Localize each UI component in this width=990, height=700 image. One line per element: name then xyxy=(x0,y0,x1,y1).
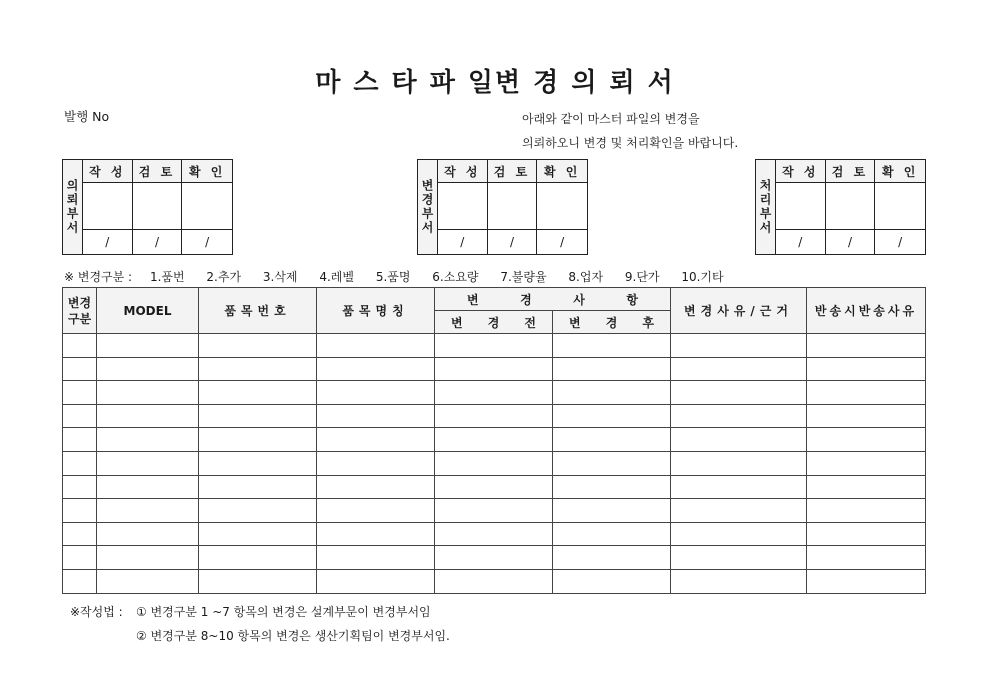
table-cell[interactable] xyxy=(671,569,807,593)
table-row xyxy=(63,499,926,523)
legend-item: 1.품번 xyxy=(149,270,185,284)
signature-cell[interactable] xyxy=(826,183,876,230)
table-cell[interactable] xyxy=(97,381,199,405)
table-cell[interactable] xyxy=(317,499,435,523)
signature-cell[interactable] xyxy=(488,183,538,230)
table-row xyxy=(63,428,926,452)
approval-side-label: 변경부서 xyxy=(418,160,438,254)
approval-col-write: 작 성 xyxy=(83,160,133,183)
table-row xyxy=(63,451,926,475)
table-cell[interactable] xyxy=(671,428,807,452)
table-cell[interactable] xyxy=(199,522,317,546)
table-cell[interactable] xyxy=(671,546,807,570)
table-cell[interactable] xyxy=(807,569,926,593)
table-cell[interactable] xyxy=(97,546,199,570)
table-cell[interactable] xyxy=(97,404,199,428)
table-cell[interactable] xyxy=(807,546,926,570)
table-cell[interactable] xyxy=(63,499,97,523)
approval-col-confirm: 확 인 xyxy=(875,160,925,183)
table-cell[interactable] xyxy=(63,475,97,499)
change-request-table xyxy=(62,287,926,594)
table-cell[interactable] xyxy=(553,334,671,358)
table-cell[interactable] xyxy=(807,475,926,499)
legend-lead: ※ 변경구분 : xyxy=(64,270,133,284)
table-cell[interactable] xyxy=(553,499,671,523)
request-notice xyxy=(522,107,738,155)
approval-col-review: 검 토 xyxy=(826,160,876,183)
table-cell[interactable] xyxy=(63,357,97,381)
table-cell[interactable] xyxy=(317,546,435,570)
legend-item: 7.불량율 xyxy=(500,270,547,284)
table-cell[interactable] xyxy=(63,404,97,428)
table-cell[interactable] xyxy=(435,475,553,499)
signature-cell[interactable] xyxy=(776,183,826,230)
table-cell[interactable] xyxy=(553,522,671,546)
table-cell[interactable] xyxy=(553,569,671,593)
table-cell[interactable] xyxy=(199,499,317,523)
header-change-type: 변경 구분 xyxy=(63,288,97,334)
table-cell[interactable] xyxy=(97,522,199,546)
instruction-line-1: ① 변경구분 1 ~7 항목의 변경은 설계부문이 변경부서임 xyxy=(136,605,431,619)
table-cell[interactable] xyxy=(807,404,926,428)
table-row xyxy=(63,404,926,428)
table-cell[interactable] xyxy=(807,357,926,381)
table-cell[interactable] xyxy=(553,546,671,570)
approval-col-confirm: 확 인 xyxy=(537,160,587,183)
table-row xyxy=(63,546,926,570)
table-cell[interactable] xyxy=(317,381,435,405)
signature-cell[interactable] xyxy=(438,183,488,230)
header-model: MODEL xyxy=(97,288,199,334)
legend-item: 8.업자 xyxy=(568,270,604,284)
header-after-change: 변 경 후 xyxy=(553,311,671,334)
table-cell[interactable] xyxy=(435,569,553,593)
legend-item: 5.품명 xyxy=(375,270,411,284)
table-cell[interactable] xyxy=(435,381,553,405)
table-cell[interactable] xyxy=(553,381,671,405)
table-cell[interactable] xyxy=(671,475,807,499)
table-cell[interactable] xyxy=(199,428,317,452)
signature-cell[interactable] xyxy=(83,183,133,230)
header-change-reason: 변경사유/근거 xyxy=(671,288,807,334)
table-cell[interactable] xyxy=(199,569,317,593)
approval-col-review: 검 토 xyxy=(488,160,538,183)
table-row xyxy=(63,381,926,405)
table-cell[interactable] xyxy=(317,357,435,381)
approval-box-requesting-dept xyxy=(62,159,233,255)
table-cell[interactable] xyxy=(553,475,671,499)
table-cell[interactable] xyxy=(671,522,807,546)
date-cell[interactable]: / xyxy=(826,230,876,254)
table-cell[interactable] xyxy=(199,334,317,358)
table-cell[interactable] xyxy=(317,334,435,358)
date-cell[interactable]: / xyxy=(488,230,538,254)
table-cell[interactable] xyxy=(199,357,317,381)
table-cell[interactable] xyxy=(553,357,671,381)
date-cell[interactable]: / xyxy=(133,230,183,254)
table-cell[interactable] xyxy=(435,451,553,475)
table-cell[interactable] xyxy=(199,475,317,499)
table-cell[interactable] xyxy=(97,499,199,523)
date-cell[interactable]: / xyxy=(560,235,565,249)
notice-line-1: 아래와 같이 마스터 파일의 변경을 xyxy=(522,112,700,126)
table-cell[interactable] xyxy=(317,522,435,546)
table-cell[interactable] xyxy=(435,334,553,358)
legend-item: 4.레벨 xyxy=(319,270,354,284)
table-row xyxy=(63,357,926,381)
approval-side-label: 의뢰부서 xyxy=(63,160,83,254)
table-cell[interactable] xyxy=(199,381,317,405)
table-cell[interactable] xyxy=(435,522,553,546)
instructions xyxy=(70,600,450,648)
instruction-line-2: ② 변경구분 8~10 항목의 변경은 생산기획팀이 변경부서임. xyxy=(136,629,450,643)
legend-item: 10.기타 xyxy=(681,270,724,284)
approval-box-processing-dept xyxy=(755,159,926,255)
table-cell[interactable] xyxy=(199,546,317,570)
date-cell[interactable]: / xyxy=(205,235,210,249)
approval-col-write: 작 성 xyxy=(776,160,826,183)
table-cell[interactable] xyxy=(97,334,199,358)
table-cell[interactable] xyxy=(435,357,553,381)
approval-side-label: 처리부서 xyxy=(756,160,776,254)
approval-col-confirm: 확 인 xyxy=(182,160,232,183)
table-cell[interactable] xyxy=(671,357,807,381)
table-cell[interactable] xyxy=(97,569,199,593)
table-cell[interactable] xyxy=(671,451,807,475)
table-cell[interactable] xyxy=(435,428,553,452)
table-cell[interactable] xyxy=(317,451,435,475)
legend-item: 6.소요량 xyxy=(432,270,479,284)
table-cell[interactable] xyxy=(807,334,926,358)
table-cell[interactable] xyxy=(671,381,807,405)
table-cell[interactable] xyxy=(317,428,435,452)
table-cell[interactable] xyxy=(807,381,926,405)
table-cell[interactable] xyxy=(199,451,317,475)
change-type-legend xyxy=(64,268,742,285)
signature-cell[interactable] xyxy=(537,183,587,230)
table-cell[interactable] xyxy=(671,499,807,523)
table-cell[interactable] xyxy=(807,522,926,546)
table-row xyxy=(63,522,926,546)
signature-cell[interactable] xyxy=(875,183,925,230)
table-cell[interactable] xyxy=(435,499,553,523)
table-cell[interactable] xyxy=(63,569,97,593)
header-part-name: 품목명칭 xyxy=(317,288,435,334)
table-cell[interactable] xyxy=(435,546,553,570)
table-cell[interactable] xyxy=(63,381,97,405)
table-cell[interactable] xyxy=(97,357,199,381)
table-cell[interactable] xyxy=(63,428,97,452)
table-row xyxy=(63,334,926,358)
table-cell[interactable] xyxy=(97,475,199,499)
table-cell[interactable] xyxy=(317,569,435,593)
issue-number-label: 발행 No xyxy=(64,109,110,124)
signature-cell[interactable] xyxy=(133,183,183,230)
table-cell[interactable] xyxy=(63,546,97,570)
table-cell[interactable] xyxy=(317,404,435,428)
table-cell[interactable] xyxy=(553,451,671,475)
table-cell[interactable] xyxy=(63,334,97,358)
header-change-items: 변 경 사 항 xyxy=(435,288,671,311)
table-row xyxy=(63,475,926,499)
signature-cell[interactable] xyxy=(182,183,232,230)
instructions-label: ※작성법 : xyxy=(70,605,123,619)
notice-line-2: 의뢰하오니 변경 및 처리확인을 바랍니다. xyxy=(522,136,739,150)
table-cell[interactable] xyxy=(553,404,671,428)
table-cell[interactable] xyxy=(435,404,553,428)
table-cell[interactable] xyxy=(807,451,926,475)
table-row xyxy=(63,569,926,593)
table-cell[interactable] xyxy=(317,475,435,499)
table-cell[interactable] xyxy=(63,451,97,475)
table-cell[interactable] xyxy=(671,334,807,358)
form-title: 마 스 타 파 일변 경 의 뢰 서 xyxy=(315,68,675,98)
header-part-number: 품목번호 xyxy=(199,288,317,334)
date-cell[interactable]: / xyxy=(898,235,903,249)
approval-col-review: 검 토 xyxy=(133,160,183,183)
approval-box-changing-dept xyxy=(417,159,588,255)
table-cell[interactable] xyxy=(807,428,926,452)
header-return-reason: 반송시반송사유 xyxy=(807,288,926,334)
date-cell[interactable]: / xyxy=(83,230,133,254)
approval-col-write: 작 성 xyxy=(438,160,488,183)
header-before-change: 변 경 전 xyxy=(435,311,553,334)
table-cell[interactable] xyxy=(199,404,317,428)
legend-item: 9.단가 xyxy=(624,270,660,284)
table-cell[interactable] xyxy=(553,428,671,452)
table-cell[interactable] xyxy=(671,404,807,428)
table-cell[interactable] xyxy=(63,522,97,546)
legend-item: 3.삭제 xyxy=(262,270,298,284)
table-cell[interactable] xyxy=(97,451,199,475)
date-cell[interactable]: / xyxy=(438,230,488,254)
table-cell[interactable] xyxy=(807,499,926,523)
date-cell[interactable]: / xyxy=(776,230,826,254)
legend-item: 2.추가 xyxy=(206,270,242,284)
table-cell[interactable] xyxy=(97,428,199,452)
